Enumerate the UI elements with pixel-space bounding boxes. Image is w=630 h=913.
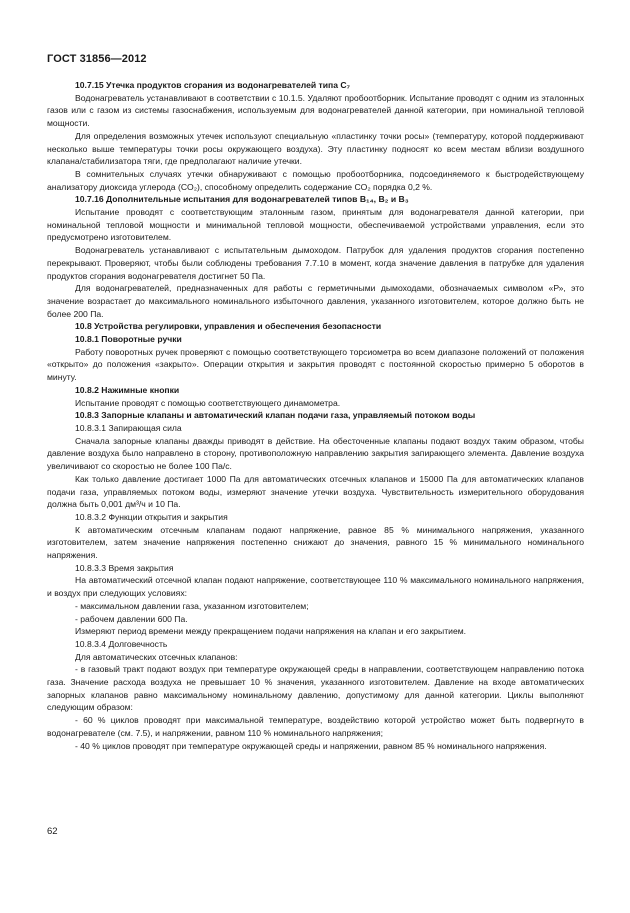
body-paragraph: Работу поворотных ручек проверяют с помощью соответствующего торсиометра во всем диапазоне положений от положения «открыто» до положения «закрыто». Операции открытия и закрытия проводят с постоянной скоростью примерно 5 оборотов в минуту. — [47, 346, 584, 383]
section-heading: 10.8.2 Нажимные кнопки — [75, 384, 180, 395]
body-paragraph: Как только давление достигает 1000 Па для автоматических отсечных клапанов и 15000 Па для автоматических клапанов подачи газа, управляемых потоком воды, измеряют значение утечки воздуха. Чувствительность измерительного оборудования должна быть 0,001 дм³/ч и 10 Па. — [47, 473, 584, 510]
body-paragraph: - 40 % циклов проводят при температуре окружающей среды и напряжении, равном 85 % номинального напряжения. — [75, 740, 547, 751]
body-paragraph: - в газовый тракт подают воздух при температуре окружающей среды в направлении, соответствующем направлению потока газа. Значение расхода воздуха не превышает 10 % значения, указанного изготовителем. Давление на входе автоматических запорных клапанов равно максимальному номинальному давлению, допустимому для данной категории. Циклы выполняют следующим образом: — [47, 664, 584, 713]
body-paragraph: Испытание проводят с соответствующим эталонным газом, принятым для водонагревателя данной категории, при номинальной тепловой мощности и минимальной тепловой мощности, обеспечиваемой устройствами управления, если это предусмотрено изготовителем. — [47, 207, 584, 243]
body-paragraph: К автоматическим отсечным клапанам подают напряжение, равное 85 % минимального напряжения, указанного изготовителем, затем значение напряжения постепенно снижают до значения, равного 15 % минимального номинального напряжения. — [47, 524, 584, 561]
section-heading: 10.8 Устройства регулировки, управления и обеспечения безопасности — [75, 321, 382, 332]
body-paragraph: На автоматический отсечной клапан подают напряжение, соответствующее 110 % максимального номинального напряжения, и воздух при следующих условиях: — [47, 575, 584, 599]
body-paragraph: 10.8.3.4 Долговечность — [75, 638, 168, 649]
body-paragraph: Испытание проводят с помощью соответствующего динамометра. — [75, 397, 341, 408]
section-heading: 10.8.3 Запорные клапаны и автоматический клапан подачи газа, управляемый потоком воды — [75, 410, 476, 421]
body-paragraph: 10.8.3.3 Время закрытия — [75, 562, 174, 573]
section-heading: 10.8.1 Поворотные ручки — [75, 334, 182, 345]
body-paragraph: Сначала запорные клапаны дважды приводят в действие. На обесточенные клапаны подают воздух таким образом, чтобы давление воздуха было направлено в сторону, противоположную направлению закрытия запирающего элемента. Давление воздуха увеличивают со скоростью не более 100 Па/с. — [47, 435, 584, 472]
body-paragraph: Для определения возможных утечек используют специальную «пластинку точки росы» (температуру, которой поддерживают несколько выше температуры точки росы окружающего воздуха). Эту пластинку подносят ко всем местам вблизи воздушного клапана/стабилизатора тяги, где предполагают наличие утечки. — [47, 130, 584, 167]
body-paragraph: - рабочем давлении 600 Па. — [75, 613, 188, 624]
body-paragraph: 10.8.3.2 Функции открытия и закрытия — [75, 511, 228, 522]
section-heading: 10.7.15 Утечка продуктов сгорания из водонагревателей типа C₇ — [75, 80, 351, 90]
body-paragraph: Для автоматических отсечных клапанов: — [75, 651, 238, 662]
section-heading: 10.7.16 Дополнительные испытания для водонагревателей типов B₁₄, B₂ и B₃ — [75, 194, 409, 205]
body-paragraph: В сомнительных случаях утечки обнаруживают с помощью пробоотборника, подсоединяемого к быстродействующему анализатору диоксида углерода (CO₂), способному определить содержание CO₂ порядка 0,2 %. — [47, 168, 584, 192]
body-paragraph: - максимальном давлении газа, указанном изготовителем; — [75, 600, 309, 611]
document-header: ГОСТ 31856—2012 — [47, 53, 147, 65]
body-paragraph: Измеряют период времени между прекращением подачи напряжения на клапан и его закрытием. — [75, 626, 467, 637]
body-paragraph: Для водонагревателей, предназначенных для работы с герметичными дымоходами, обозначаемых символом «Р», это значение возрастает до максимального номинального избыточного давления, указанного изготовителем, которое должно быть не более 200 Па. — [47, 283, 584, 319]
page-number: 62 — [47, 826, 58, 837]
body-paragraph: Водонагреватель устанавливают с испытательным дымоходом. Патрубок для удаления продуктов сгорания постепенно перекрывают. Проверяют, чтобы были соблюдены требования 7.7.10 в момент, когда значение давления в патрубке для удаления продуктов сгорания водонагревателя достигнет 50 Па. — [47, 245, 584, 281]
body-paragraph: Водонагреватель устанавливают в соответствии с 10.1.5. Удаляют пробоотборник. Испытание проводят с одним из эталонных газов или с газом из системы газоснабжения, используемым для водонагревателей данной категории, при номинальной тепловой мощности. — [47, 92, 584, 129]
document-body — [47, 79, 584, 752]
body-paragraph: 10.8.3.1 Запирающая сила — [75, 422, 182, 433]
body-paragraph: - 60 % циклов проводят при максимальной температуре, воздействию которой устройство может быть подвергнуто в водонагревателе (см. 7.5), и напряжении, равном 110 % номинального напряжения; — [47, 715, 584, 738]
